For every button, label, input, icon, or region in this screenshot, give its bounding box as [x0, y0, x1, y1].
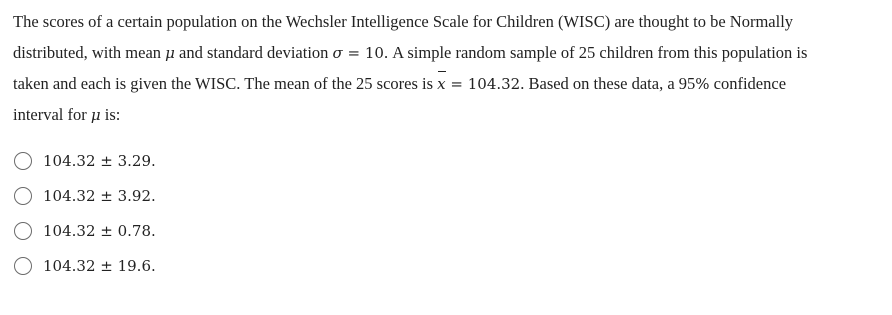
question-text-line3-c: confidence [709, 74, 787, 93]
question-text-line3-a: taken and each is given the WISC. The mean of the 25 scores is [13, 74, 438, 93]
answer-option-1-label[interactable]: 104.32 ± 3.29. [43, 151, 156, 170]
radio-button-3[interactable] [14, 222, 32, 240]
radio-button-2[interactable] [14, 187, 32, 205]
sigma-value: 10 [364, 44, 384, 62]
question-line-3 [13, 68, 885, 99]
question-text-line2-b: and standard deviation [174, 43, 333, 62]
answer-option-3-label[interactable]: 104.32 ± 0.78. [43, 221, 156, 240]
answer-options [14, 143, 156, 283]
answer-option-1[interactable] [14, 143, 156, 178]
xbar-value: 104.32 [467, 75, 521, 93]
question-line-2 [13, 37, 885, 68]
equals-sign: = [342, 44, 365, 62]
question-text-line4-b: is: [100, 105, 121, 124]
question-text-line4-a: interval for [13, 105, 91, 124]
radio-button-4[interactable] [14, 257, 32, 275]
mu-symbol-2: μ [90, 106, 101, 124]
question-line-4 [13, 99, 885, 130]
question-line-1 [13, 6, 885, 37]
xbar-equals-sign: = [445, 75, 468, 93]
question-text-line2-a: distributed, with mean [13, 43, 166, 62]
mu-symbol: μ [165, 44, 175, 62]
sigma-symbol: σ [332, 44, 343, 62]
percent-sign: % [695, 75, 710, 93]
radio-button-1[interactable] [14, 152, 32, 170]
question-text-line2-c: . A simple random sample of 25 children from this population is [383, 43, 808, 62]
xbar-symbol: x [437, 69, 445, 100]
question-text-line3-b: . Based on these data, a 95 [520, 74, 696, 93]
answer-option-3[interactable] [14, 213, 156, 248]
question-text-line1: The scores of a certain population on the Wechsler Intelligence Scale for Children (WISC) are thought to be Normally [13, 12, 794, 31]
answer-option-2[interactable] [14, 178, 156, 213]
answer-option-4-label[interactable]: 104.32 ± 19.6. [43, 256, 156, 275]
question-text [13, 6, 885, 130]
answer-option-4[interactable] [14, 248, 156, 283]
answer-option-2-label[interactable]: 104.32 ± 3.92. [43, 186, 156, 205]
